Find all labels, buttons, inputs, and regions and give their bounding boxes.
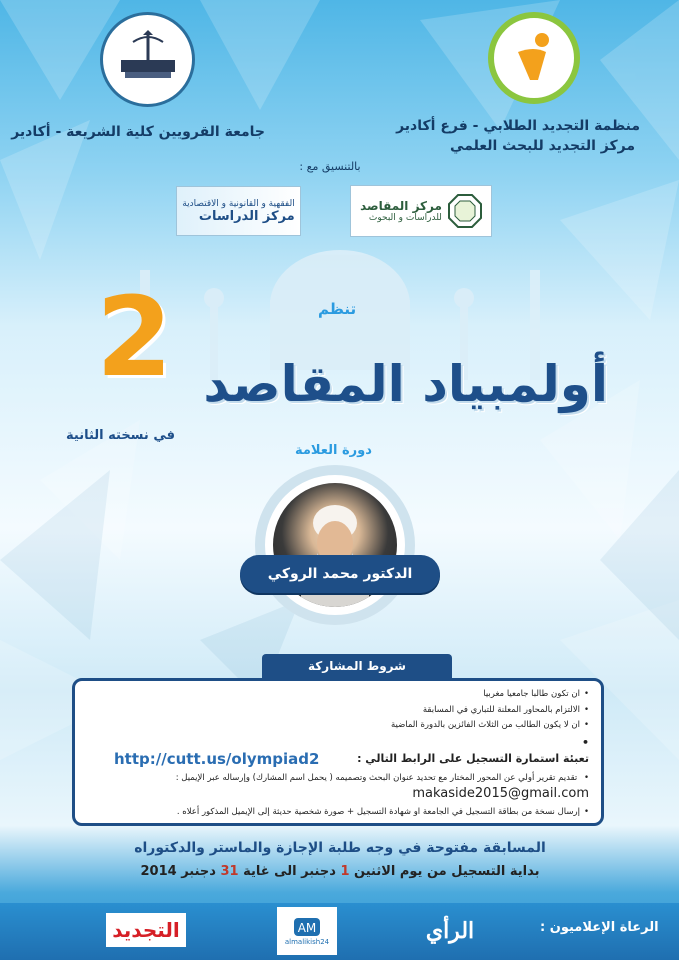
date-text-2: دجنبر الى غاية	[238, 864, 341, 879]
edition-number: 2	[96, 273, 173, 401]
studies-center-logo	[176, 186, 301, 236]
date-text-1: بداية التسجيل من يوم الاثنين	[349, 864, 540, 879]
end-day: 31	[220, 864, 239, 879]
condition-item-register	[84, 736, 589, 769]
octagon-emblem-icon	[448, 194, 482, 228]
qarawiyyin-university-logo	[100, 12, 195, 107]
maqasid-center-logo	[350, 185, 492, 237]
studies-title: مركز الدراسات	[198, 208, 295, 224]
conditions-heading: شروط المشاركة	[308, 659, 406, 673]
report-instruction: تقديم تقرير أولي عن المحور المختار مع تحديد عنوان البحث وتصميمه ( يحمل اسم المشارك) وإرساله عبر الإيميل :	[175, 773, 578, 784]
pen-book-icon	[113, 30, 183, 90]
maqasid-title: مركز المقاصد	[360, 199, 442, 213]
honoree-name: الدكتور محمد الروكي	[267, 566, 413, 582]
coordination-label: بالتنسيق مع :	[299, 160, 361, 173]
register-link[interactable]: http://cutt.us/olympiad2	[114, 749, 320, 768]
right-org-line2: مركز التجديد للبحث العلمي	[450, 138, 635, 154]
sponsor-almalikish-name: almalikish24	[284, 938, 330, 946]
conditions-list	[84, 689, 589, 823]
condition-item: • ان تكون طالبا جامعيا مغربيا	[84, 689, 589, 700]
tajdid-organization-logo	[488, 12, 580, 104]
svg-text:AM: AM	[297, 921, 317, 935]
open-announcement: المسابقة مفتوحة في وجه طلبة الإجازة والماستر والدكتوراه	[134, 840, 546, 856]
honoree-ribbon	[240, 555, 440, 593]
sponsor-alray-logo[interactable]	[420, 906, 480, 956]
session-label: دورة العلامة	[295, 443, 372, 458]
condition-item: • الالتزام بالمحاور المعلنة للتباري في المسابقة	[84, 705, 589, 716]
sponsors-label: الرعاة الإعلاميون :	[540, 920, 659, 935]
condition-item: • إرسال نسخة من بطاقة التسجيل في الجامعة او شهادة التسجيل + صورة شخصية حديثة إلى الإيميل المذكور أعلاه .	[84, 807, 589, 818]
condition-item: • ان لا يكون الطالب من الثلاث الفائزين بالدورة الماضية	[84, 720, 589, 731]
registration-dates	[120, 864, 560, 879]
sponsor-almalikish-logo[interactable]	[277, 907, 337, 955]
contact-email[interactable]: makaside2015@gmail.com	[412, 786, 589, 801]
organizes-label: تنظم	[318, 300, 357, 318]
main-title: أولمبياد المقاصد	[203, 355, 608, 413]
left-org-name: جامعة القرويين كلية الشريعة - أكادير	[11, 124, 265, 140]
condition-item	[84, 773, 589, 802]
right-org-line1: منظمة التجديد الطلابي - فرع أكادير	[396, 118, 640, 134]
conditions-header	[262, 654, 452, 678]
studies-subtitle: الفقهية و القانونية و الاقتصادية	[182, 198, 295, 209]
conditions-box	[72, 678, 604, 826]
edition-label: في نسخته الثانية	[66, 428, 175, 443]
date-text-3: دجنبر 2014	[140, 864, 221, 879]
person-figure-icon	[504, 28, 564, 88]
honoree-portrait-frame	[255, 465, 415, 625]
sponsor-alray-name: الرأي	[425, 918, 475, 944]
register-label: • تعبئة استمارة التسجيل على الرابط التالي :	[357, 752, 589, 766]
start-day: 1	[340, 864, 350, 879]
media-logo-icon	[292, 916, 322, 938]
sponsor-tajdid-logo[interactable]	[106, 913, 186, 947]
maqasid-subtitle: للدراسات و البحوث	[368, 213, 442, 223]
sponsor-tajdid-name: التجديد	[112, 918, 180, 942]
